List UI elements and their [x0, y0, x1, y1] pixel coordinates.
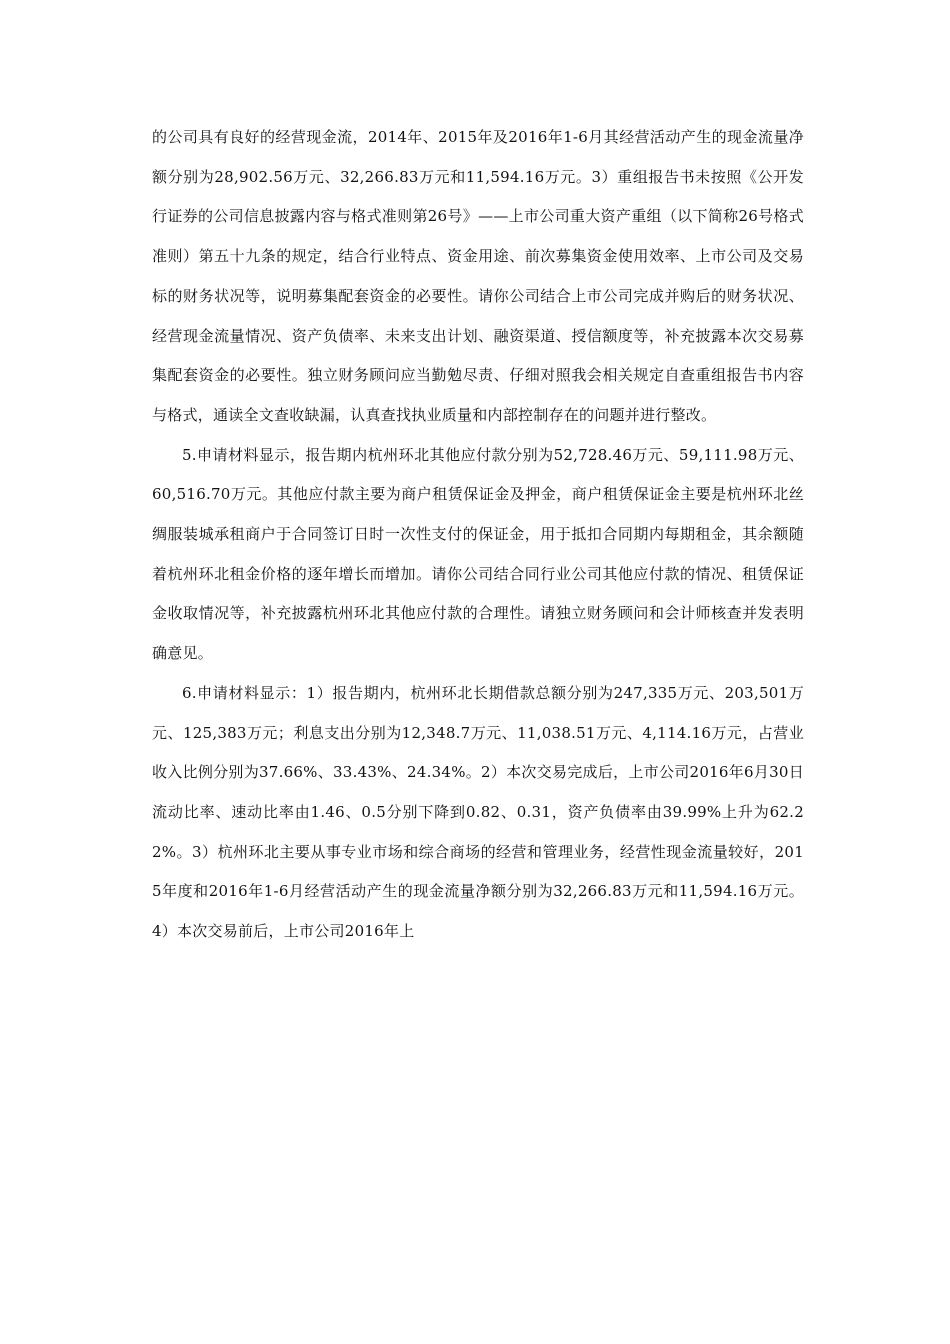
paragraph-cash-flow-continued: 的公司具有良好的经营现金流，2014年、2015年及2016年1-6月其经营活动产生的现金流量净额分别为28,902.56万元、32,266.83万元和11,594.16万元。3）重组报告书未按照《公开发行证券的公司信息披露内容与格式准则第26号》——上市公司重大资产重组（以下简称26号格式准则）第五十九条的规定，结合行业特点、资金用途、前次募集资金使用效率、上市公司及交易标的财务状况等，说明募集配套资金的必要性。请你公司结合上市公司完成并购后的财务状况、经营现金流量情况、资产负债率、未来支出计划、融资渠道、授信额度等，补充披露本次交易募集配套资金的必要性。独立财务顾问应当勤勉尽责、仔细对照我会相关规定自查重组报告书内容与格式，通读全文查收缺漏，认真查找执业质量和内部控制存在的问题并进行整改。	[152, 128, 804, 424]
document-page	[152, 118, 804, 952]
paragraph-item-6-long-term-loans: 6.申请材料显示：1）报告期内，杭州环北长期借款总额分别为247,335万元、203,501万元、125,383万元；利息支出分别为12,348.7万元、11,038.51万元、4,114.16万元，占营业收入比例分别为37.66%、33.43%、24.34%。2）本次交易完成后，上市公司2016年6月30日流动比率、速动比率由1.46、0.5分别下降到0.82、0.31，资产负债率由39.99%上升为62.22%。3）杭州环北主要从事专业市场和综合商场的经营和管理业务，经营性现金流量较好，2015年度和2016年1-6月经营活动产生的现金流量净额分别为32,266.83万元和11,594.16万元。4）本次交易前后，上市公司2016年上	[152, 683, 804, 941]
paragraph-item-5-other-payables: 5.申请材料显示，报告期内杭州环北其他应付款分别为52,728.46万元、59,111.98万元、60,516.70万元。其他应付款主要为商户租赁保证金及押金，商户租赁保证金主要是杭州环北丝绸服装城承租商户于合同签订日时一次性支付的保证金，用于抵扣合同期内每期租金，其余额随着杭州环北租金价格的逐年增长而增加。请你公司结合同行业公司其他应付款的情况、租赁保证金收取情况等，补充披露杭州环北其他应付款的合理性。请独立财务顾问和会计师核查并发表明确意见。	[152, 445, 804, 663]
